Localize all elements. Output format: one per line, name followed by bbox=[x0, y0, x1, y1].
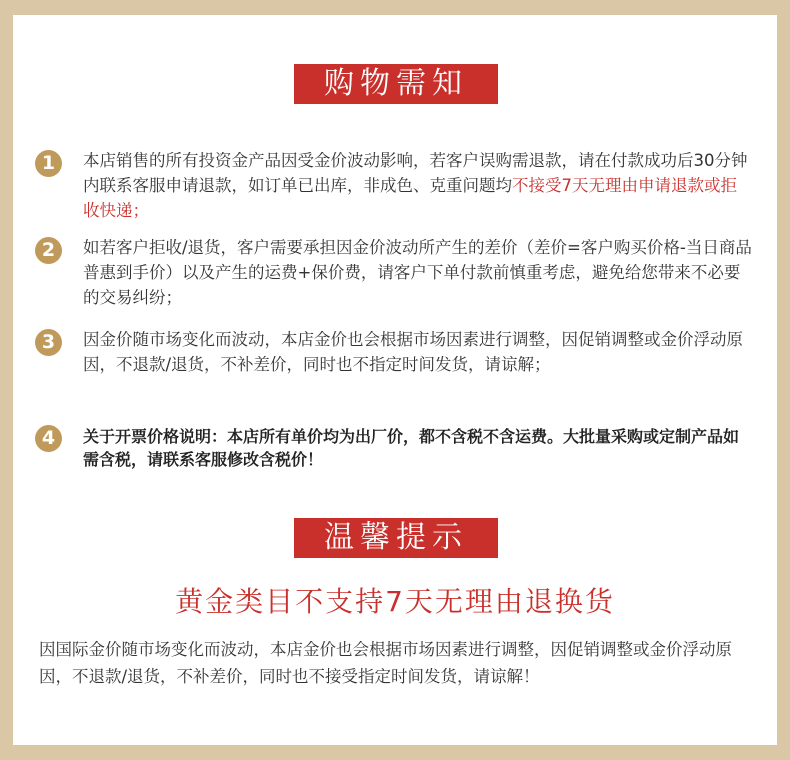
section-title-warm-tips: 温馨提示 bbox=[294, 518, 498, 558]
item-text: 关于开票价格说明：本店所有单价均为出厂价，都不含税不含运费。大批量采购或定制产品如需含税，请联系客服修改含税价！ bbox=[83, 427, 740, 469]
item-text: 因金价随市场变化而波动，本店金价也会根据市场因素进行调整，因促销调整或金价浮动原因，不退款/退货，不补差价，同时也不指定时间发货，请谅解； bbox=[83, 330, 743, 374]
item-highlight: 不接受7天无理由申请退款或拒收快递； bbox=[83, 176, 737, 220]
number-badge: 1 bbox=[35, 150, 62, 177]
number-badge: 3 bbox=[35, 329, 62, 356]
item-text: 如若客户拒收/退货，客户需要承担因金价波动所产生的差价（差价=客户购买价格-当日商品普惠到手价）以及产生的运费+保价费，请客户下单付款前慎重考虑，避免给您带来不必要的交易纠纷； bbox=[83, 238, 752, 307]
section-title-purchase-notice: 购物需知 bbox=[294, 64, 498, 104]
notice-panel bbox=[13, 15, 777, 745]
number-badge: 4 bbox=[35, 425, 62, 452]
item-text: 本店销售的所有投资金产品因受金价波动影响，若客户误购需退款，请在付款成功后30分钟内联系客服申请退款，如订单已出库，非成色、克重问题均不接受7天无理由申请退款或拒收快递； bbox=[83, 151, 748, 220]
headline-no-return: 黄金类目不支持7天无理由退换货 bbox=[175, 585, 615, 618]
number-badge: 2 bbox=[35, 237, 62, 264]
tips-body: 因国际金价随市场变化而波动，本店金价也会根据市场因素进行调整，因促销调整或金价浮动原因，不退款/退货，不补差价，同时也不接受指定时间发货，请谅解！ bbox=[39, 640, 732, 686]
